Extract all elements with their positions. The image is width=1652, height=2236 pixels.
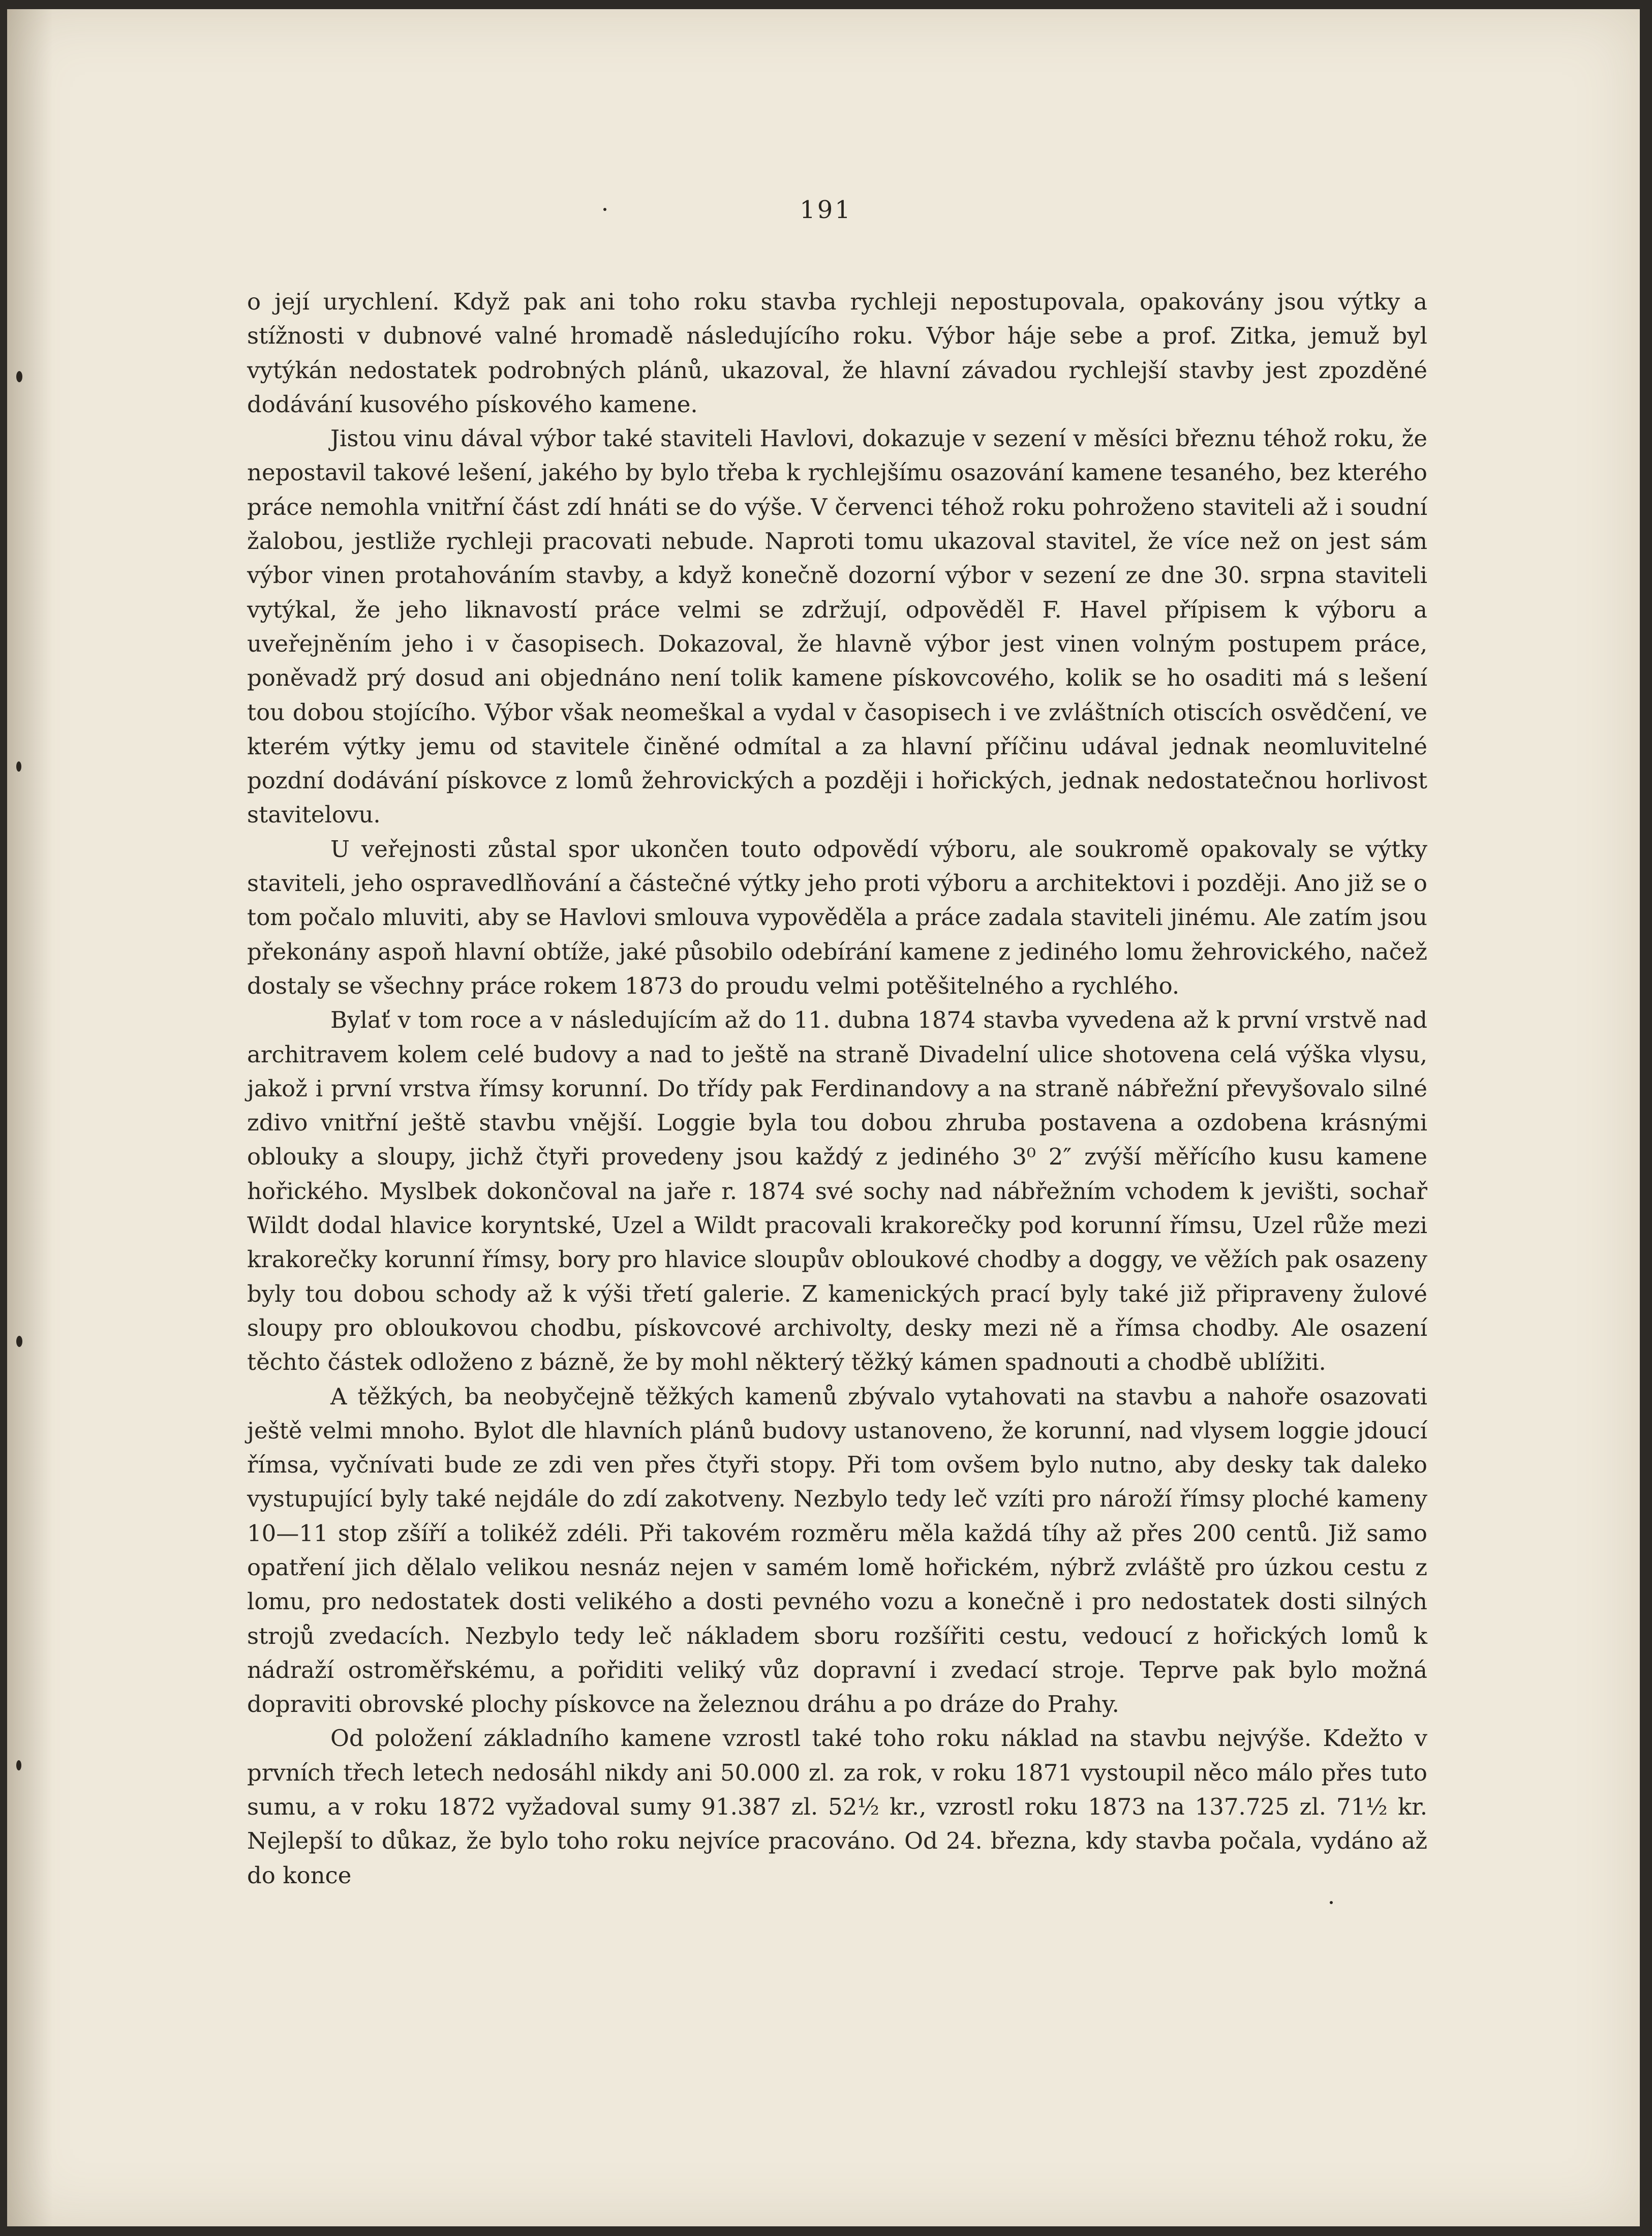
body-text [247,285,1427,1892]
ink-speck [1330,1901,1333,1904]
paragraph: Bylať v tom roce a v následujícím až do 11. dubna 1874 stavba vyvedena až k první vrstvě nad architravem kolem celé budovy a nad to ještě na straně Divadelní ulice shotovena celá výška vlysu, jakož i první vrstva římsy korunní. Do třídy pak Ferdinandovy a na straně nábřežní převyšovalo silné zdivo vnitřní ještě stavbu vnější. Loggie byla tou dobou zhruba postavena a ozdobena krásnými oblouky a sloupy, jichž čtyři provedeny jsou každý z jediného 3⁰ 2″ zvýší měřícího kusu kamene hořického. Myslbek dokončoval na jaře r. 1874 své sochy nad nábřežním vchodem k jevišti, sochař Wildt dodal hlavice koryntské, Uzel a Wildt pracovali krakorečky pod korunní římsu, Uzel růže mezi krakorečky korunní římsy, bory pro hlavice sloupův obloukové chodby a doggy, ve věžích pak osazeny byly tou dobou schody až k výši třetí galerie. Z kamenických prací byly také již připraveny žulové sloupy pro obloukovou chodbu, pískovcové archivolty, desky mezi ně a římsa chodby. Ale osazení těchto částek odloženo z bázně, že by mohl některý těžký kámen spadnouti a chodbě ublížiti. [247,1006,1427,1376]
paragraph: o její urychlení. Když pak ani toho roku stavba rychleji nepostupovala, opakovány jsou výtky a stížnosti v dubnové valné hromadě následujícího roku. Výbor háje sebe a prof. Zitka, jemuž byl vytýkán nedostatek podrobných plánů, ukazoval, že hlavní závadou rychlejší stavby jest zpozděné dodávání kusového pískového kamene. [247,288,1427,418]
binding-mark [16,371,22,382]
binding-mark [16,1336,22,1347]
binding-shadow [7,9,53,2226]
page-number: 191 [800,196,852,224]
paragraph: Jistou vinu dával výbor také staviteli Havlovi, dokazuje v sezení v měsíci březnu téhož roku, že nepostavil takové lešení, jakého by bylo třeba k rychlejšímu osazování kamene tesaného, bez kterého práce nemohla vnitřní část zdí hnáti se do výše. V červenci téhož roku pohroženo staviteli až i soudní žalobou, jestliže rychleji pracovati nebude. Naproti tomu ukazoval stavitel, že více než on jest sám výbor vinen protahováním stavby, a když konečně dozorní výbor v sezení ze dne 30. srpna staviteli vytýkal, že jeho liknavostí práce velmi se zdržují, odpověděl F. Havel přípisem k výboru a uveřejněním jeho i v časopisech. Dokazoval, že hlavně výbor jest vinen volným postupem práce, poněvadž prý dosud ani objednáno není tolik kamene pískovcového, kolik se ho osaditi má s lešení tou dobou stojícího. Výbor však neomeškal a vydal v časopisech i ve zvláštních otiscích osvědčení, ve kterém výtky jemu od stavitele činěné odmítal a za hlavní příčinu udával jednak neomluvitelné pozdní dodávání pískovce z lomů žehrovických a později i hořických, jednak nedostatečnou horlivost stavitelovu. [247,425,1427,829]
paragraph: U veřejnosti zůstal spor ukončen touto odpovědí výboru, ale soukromě opakovaly se výtky staviteli, jeho ospravedlňování a částečné výtky jeho proti výboru a architektovi i později. Ano již se o tom počalo mluviti, aby se Havlovi smlouva vypověděla a práce zadala staviteli jinému. Ale zatím jsou překonány aspoň hlavní obtíže, jaké působilo odebírání kamene z jediného lomu žehrovického, načež dostaly se všechny práce rokem 1873 do proudu velmi potěšitelného a rychlého. [247,835,1427,999]
paragraph: A těžkých, ba neobyčejně těžkých kamenů zbývalo vytahovati na stavbu a nahoře osazovati ještě velmi mnoho. Bylot dle hlavních plánů budovy ustanoveno, že korunní, nad vlysem loggie jdoucí římsa, vyčnívati bude ze zdi ven přes čtyři stopy. Při tom ovšem bylo nutno, aby desky tak daleko vystupující byly také nejdále do zdí zakotveny. Nezbylo tedy leč vzíti pro nároží římsy ploché kameny 10—11 stop zšíří a tolikéž zdéli. Při takovém rozměru měla každá tíhy až přes 200 centů. Již samo opatření jich dělalo velikou nesnáz nejen v samém lomě hořickém, nýbrž zvláště pro úzkou cestu z lomu, pro nedostatek dosti velikého a dosti pevného vozu a konečně i pro nedostatek dosti silných strojů zvedacích. Nezbylo tedy leč nákladem sboru rozšířiti cestu, vedoucí z hořických lomů k nádraží ostroměřskému, a pořiditi veliký vůz dopravní i zvedací stroje. Teprve pak bylo možná dopraviti obrovské plochy pískovce na železnou dráhu a po dráze do Prahy. [247,1383,1427,1718]
paragraph: Od položení základního kamene vzrostl také toho roku náklad na stavbu nejvýše. Kdežto v prvních třech letech nedosáhl nikdy ani 50.000 zl. za rok, v roku 1871 vystoupil něco málo přes tuto sumu, a v roku 1872 vyžadoval sumy 91.387 zl. 52½ kr., vzrostl roku 1873 na 137.725 zl. 71½ kr. Nejlepší to důkaz, že bylo toho roku nejvíce pracováno. Od 24. března, kdy stavba počala, vydáno až do konce [247,1725,1427,1889]
binding-mark [16,761,21,772]
binding-mark [16,1760,21,1770]
